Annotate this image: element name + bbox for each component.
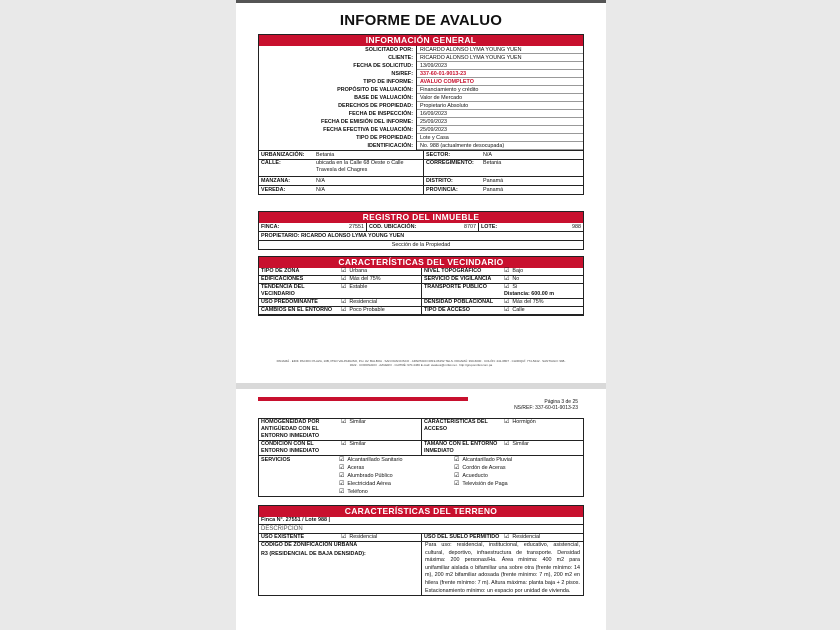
general-info-row	[259, 110, 583, 118]
service-item: ☑ Alcantarillado Pluvial	[454, 456, 583, 464]
field-value: 25/09/2023	[417, 118, 583, 126]
registro-row	[259, 223, 583, 232]
corregimiento-label: CORREGIMIENTO:	[426, 160, 474, 166]
general-info-row	[259, 86, 583, 94]
general-info-row	[259, 46, 583, 54]
characteristic-value: ☑ Más del 75%	[502, 299, 583, 306]
field-value: 25/09/2023	[417, 126, 583, 134]
finca-value: 27551	[319, 223, 367, 231]
general-info-header: INFORMACIÓN GENERAL	[259, 35, 583, 46]
vecindario-continued-rows	[259, 419, 583, 456]
characteristic-label: CONDICIÓN CON EL ENTORNO INMEDIATO	[261, 441, 320, 454]
general-info-row	[259, 126, 583, 134]
page-ref: NS/REF: 337-60-01-9013-23	[514, 405, 578, 411]
location-row	[259, 185, 583, 194]
characteristic-row	[259, 268, 583, 276]
field-value: Propietario Absoluto	[417, 102, 583, 110]
corregimiento-value: Betania	[483, 160, 502, 166]
terreno-section	[258, 505, 584, 596]
general-info-row	[259, 118, 583, 126]
field-value: Valor de Mercado	[417, 94, 583, 102]
field-value: 337-60-01-9013-23	[417, 70, 583, 78]
footer-address: PANAMÁ · EDIF. PACIFIC PLAZA, 10B, PISO VALPARAISO, P.H. AV. BALBOA · SAN FRANCISCO · APARTADO 0819-06152 TELS. PANAMÁ: 390-6000 · COLÓN: 441-6807 · CHIRIQUÍ: 774-5242 · SANTIAGO: 998-3022 · CORONADO · AZUERO · CHITRÉ: 970-4466 E-mail: avaluos@mrlwt.net · http://grupomrlwt.com.pa	[276, 359, 566, 367]
provincia-value: Panamá	[483, 187, 504, 193]
field-value: No. 988 (actualmente desocupada)	[417, 142, 583, 150]
vecindario-section	[258, 256, 584, 316]
characteristic-value: ☑ Hormigón	[502, 419, 583, 440]
field-label: TIPO DE PROPIEDAD:	[259, 134, 417, 142]
characteristic-value: ☑ Calle	[502, 307, 583, 314]
report-page-1	[236, 0, 606, 384]
report-page-2	[236, 389, 606, 630]
uso-existente-label: USO EXISTENTE	[261, 534, 305, 540]
lote-value: 988	[572, 224, 581, 230]
characteristic-label: TIPO DE ZONA	[261, 268, 300, 274]
field-label: FECHA DE EMISIÓN DEL INFORME:	[259, 118, 417, 126]
field-value: 16/09/2023	[417, 110, 583, 118]
characteristic-row	[259, 276, 583, 284]
page-header	[514, 399, 578, 411]
field-label: FECHA DE SOLICITUD:	[259, 62, 417, 70]
general-info-section	[258, 34, 584, 195]
servicios-right	[454, 456, 583, 496]
header-rule	[258, 397, 468, 401]
uso-suelo-value: ☑ Residencial	[502, 534, 583, 541]
characteristic-row	[259, 299, 583, 307]
lote-label: LOTE:	[481, 224, 498, 230]
calle-label: CALLE:	[261, 160, 281, 166]
uso-existente-value: ☑ Residencial	[339, 534, 422, 541]
cod-ubicacion-label: COD. UBICACIÓN:	[369, 224, 417, 230]
vecindario-header: CARACTERÍSTICAS DEL VECINDARIO	[259, 257, 583, 268]
field-label: SOLICITADO POR:	[259, 46, 417, 54]
vereda-label: VEREDA:	[261, 187, 286, 193]
general-info-row	[259, 54, 583, 62]
registro-section	[258, 211, 584, 250]
seccion-propiedad: Sección de la Propiedad	[391, 242, 451, 248]
location-row	[259, 150, 583, 159]
field-label: FECHA EFECTIVA DE VALUACIÓN:	[259, 126, 417, 134]
vecindario-continued	[258, 418, 584, 497]
field-label: TIPO DE INFORME:	[259, 78, 417, 86]
terreno-finca: Finca N°. 27551 / Lote 988 |	[259, 517, 583, 525]
registro-header: REGISTRO DEL INMUEBLE	[259, 212, 583, 223]
field-label: CLIENTE:	[259, 54, 417, 62]
field-label: BASE DE VALUACIÓN:	[259, 94, 417, 102]
characteristic-label: TENDENCIA DEL VECINDARIO	[261, 284, 305, 297]
vereda-value: N/A	[314, 186, 424, 194]
sector-label: SECTOR:	[426, 152, 451, 158]
characteristic-row	[259, 441, 583, 456]
characteristic-value: ☑ Residencial	[339, 299, 422, 306]
servicios-row	[259, 456, 583, 496]
field-label: NS/REF:	[259, 70, 417, 78]
field-value: AVALUO COMPLETO	[417, 78, 583, 86]
characteristic-label: SERVICIO DE VIGILANCIA	[424, 276, 492, 282]
characteristic-row	[259, 307, 583, 315]
field-value: RICARDO ALONSO LYMA YOUNG YUEN	[417, 54, 583, 62]
characteristic-value: ☑ Estable	[339, 284, 422, 298]
field-label: PROPÓSITO DE VALUACIÓN:	[259, 86, 417, 94]
codigo-zonificacion-label: CÓDIGO DE ZONIFICACIÓN URBANA	[261, 542, 358, 548]
characteristic-label: USO PREDOMINANTE	[261, 299, 318, 305]
service-item: ☑ Acueducto	[454, 472, 583, 480]
r3-label: R3 (RESIDENCIAL DE BAJA DENSIDAD):	[261, 550, 366, 557]
service-item: ☑ Teléfono	[339, 488, 454, 496]
general-info-row	[259, 142, 583, 150]
field-label: FECHA DE INSPECCIÓN:	[259, 110, 417, 118]
characteristic-value-group	[502, 284, 583, 298]
general-info-row	[259, 94, 583, 102]
servicios-label: SERVICIOS	[261, 457, 291, 463]
distrito-label: DISTRITO:	[426, 178, 453, 184]
uso-suelo-label: USO DEL SUELO PERMITIDO	[424, 534, 500, 540]
service-item: ☑ Alumbrado Público	[339, 472, 454, 480]
characteristic-label: TIPO DE ACCESO	[424, 307, 470, 313]
characteristic-value: ☑ Si	[504, 284, 581, 291]
zonificacion-row	[259, 542, 583, 595]
distance-value: Distancia: 600.00 m	[504, 291, 555, 297]
characteristic-value: ☑ Urbana	[339, 268, 422, 275]
cod-ubicacion-value: 8707	[437, 223, 479, 231]
field-value: Lote y Casa	[417, 134, 583, 142]
service-item: ☑ Alcantarillado Sanitario	[339, 456, 454, 464]
characteristic-value: ☑ Poco Probable	[339, 307, 422, 314]
field-label: DERECHOS DE PROPIEDAD:	[259, 102, 417, 110]
field-value: Financiamiento y crédito	[417, 86, 583, 94]
characteristic-label: CARACTERÍSTICAS DEL ACCESO	[424, 419, 488, 432]
general-info-row	[259, 102, 583, 110]
urbanizacion-value: Betania	[314, 151, 424, 159]
characteristic-label: DENSIDAD POBLACIONAL	[424, 299, 494, 305]
general-info-row	[259, 62, 583, 70]
characteristic-row	[259, 419, 583, 441]
terreno-descripcion: DESCRIPCIÓN	[259, 525, 583, 534]
general-info-row	[259, 70, 583, 78]
characteristic-value: ☑ Similar	[339, 441, 422, 455]
finca-label: FINCA:	[261, 224, 280, 230]
propietario: PROPIETARIO: RICARDO ALONSO LYMA YOUNG YUEN	[259, 232, 583, 241]
field-value: 13/09/2023	[417, 62, 583, 70]
uso-row	[259, 534, 583, 542]
general-info-row	[259, 134, 583, 142]
terreno-header: CARACTERÍSTICAS DEL TERRENO	[259, 506, 583, 517]
characteristic-label: EDIFICACIONES	[261, 276, 304, 282]
servicios-left	[339, 456, 454, 496]
calle-value: ubicada en la Calle 68 Oeste o Calle Travesía del Chagres	[314, 160, 424, 176]
characteristic-value: ☑ Más del 75%	[339, 276, 422, 283]
manzana-value: N/A	[314, 177, 424, 185]
characteristic-value: ☑ Bajo	[502, 268, 583, 275]
service-item: ☑ Cordón de Aceras	[454, 464, 583, 472]
report-title: INFORME DE AVALUO	[339, 12, 503, 29]
characteristic-label: NIVEL TOPOGRÁFICO	[424, 268, 482, 274]
characteristic-label: TAMAÑO CON EL ENTORNO INMEDIATO	[424, 441, 498, 454]
characteristic-label: HOMOGENEIDAD POR ANTIGÜEDAD CON EL ENTORNO INMEDIATO	[261, 419, 320, 439]
general-info-row	[259, 78, 583, 86]
zonificacion-texto: Para uso: residencial, institucional, educativo, asistencial, cultural, deportivo, infraestructura de transporte. Densidad máxima: 200 personas/Ha. Área mínima: 400 m2 para unifamiliar aislada o bifamiliar una sobre otra (frente mínimo: 14 m), 200 m2 bifamiliar adosada (frente mínimo: 7 m), 200 m2 en hilera (frente mínimo: 7 m). Altura máxima: planta baja + 2 pisos. Estacionamiento mínimo: un espacio por unidad de vivienda.	[425, 542, 580, 594]
characteristic-label: TRANSPORTE PÚBLICO	[424, 284, 487, 290]
characteristic-label: CAMBIOS EN EL ENTORNO	[261, 307, 333, 313]
sector-value: N/A	[483, 152, 492, 158]
service-item: ☑ Aceras	[339, 464, 454, 472]
urbanizacion-label: URBANIZACIÓN:	[261, 152, 305, 158]
distrito-value: Panamá	[483, 178, 504, 184]
general-info-rows	[259, 46, 583, 150]
page-number: Página 3 de 25	[544, 399, 578, 405]
characteristic-value: ☑ Similar	[502, 441, 583, 455]
location-row	[259, 176, 583, 185]
vecindario-rows	[259, 268, 583, 315]
service-item: ☑ Televisión de Paga	[454, 480, 583, 488]
field-label: IDENTIFICACIÓN:	[259, 142, 417, 150]
zonificacion-labels	[259, 542, 422, 595]
characteristic-value: ☑ Similar	[339, 419, 422, 440]
characteristic-value: ☑ No	[502, 276, 583, 283]
service-item: ☑ Electricidad Aérea	[339, 480, 454, 488]
provincia-label: PROVINCIA:	[426, 187, 458, 193]
characteristic-row	[259, 284, 583, 299]
location-row	[259, 159, 583, 176]
field-value: RICARDO ALONSO LYMA YOUNG YUEN	[417, 46, 583, 54]
manzana-label: MANZANA:	[261, 178, 291, 184]
